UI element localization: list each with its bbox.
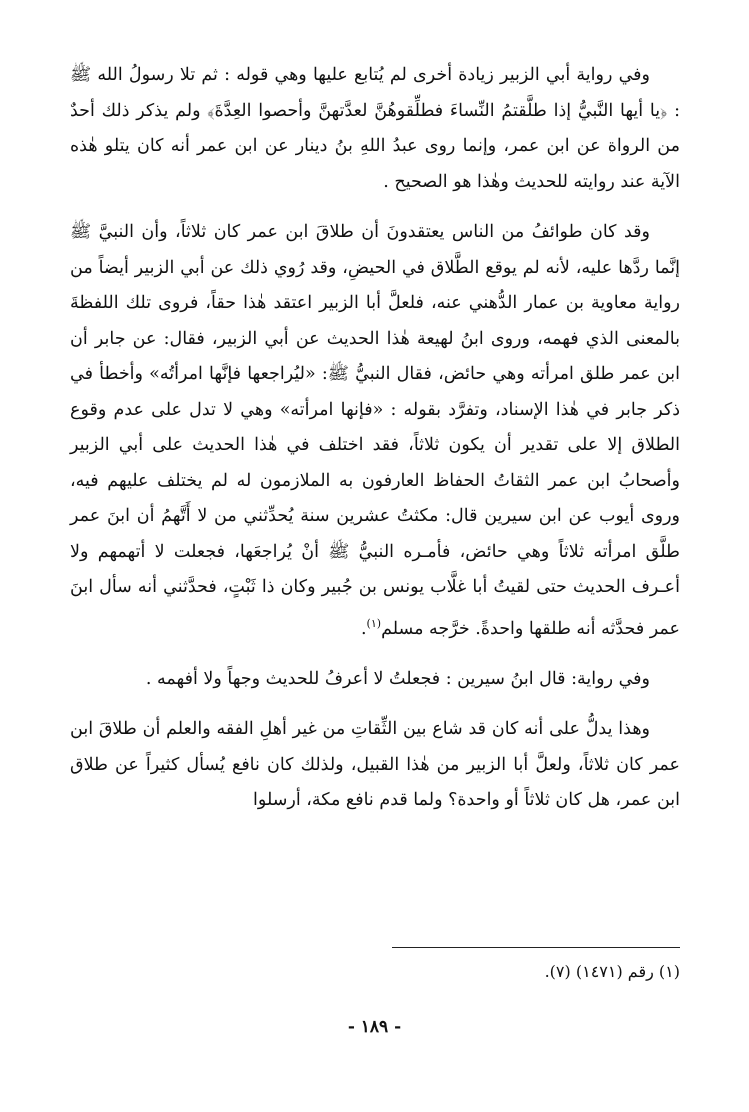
page-number: - ١٨٩ -: [347, 1017, 402, 1037]
paragraph-2-text: وقد كان طوائفُ من الناس يعتقدونَ أن طلاقَ ابن عمر كان ثلاثاً، وأن النبيَّ ﷺ إنَّما ردَّها عليه، لأنه لم يوقع الطَّلاق في الحيضِ، وقد رُوي ذلك عن أبي الزبير أيضاً من رواية معاوية بن عمار الدُّهني عنه، فلعلَّ أبا الزبير اعتقد هٰذا حقاً، فروى تلك اللفظةَ بالمعنى الذي فهمه، وروى ابنُ لهيعة هٰذا الحديث عن أبي الزبير، فقال: عن جابر أن ابن عمر طلق امرأته وهي حائض، فقال النبيُّ ﷺ: «ليُراجعها فإنَّها امرأتُه» وأخطأ في ذكر جابر في هٰذا الإسناد، وتفرَّد بقوله : «فإنها امرأته» وهي لا تدل على عدم وقوع الطلاق إلا على تقدير أن يكون ثلاثاً، فقد اختلف في هٰذا الحديث على أبي الزبير وأصحابُ ابن عمر الثقاتُ الحفاظ العارفون به الملازمون له لم يختلف عليهم فيه، وروى أيوب عن ابن سيرين قال: مكثتُ عشرين سنة يُحدِّثني من لا أَتَّهمُ أن ابنَ عمر طلَّق امرأته ثلاثاً وهي حائض، فأمـره النبيُّ ﷺ أنْ يُراجعَها، فجعلت لا أتهمهم ولا أعـرف الحديث حتى لقيتُ أبا غلَّاب يونس بن جُبير وكان ذا ثَبْتٍ، فحدَّثني أنه سأل ابنَ عمر فحدَّثه أنه طلقها واحدةً. خرَّجه مسلم: [70, 222, 680, 639]
paragraph-2-end: .: [360, 618, 367, 639]
footnote-reference: (١): [366, 616, 382, 630]
paragraph-2: [70, 215, 680, 647]
footnote-divider: [392, 947, 680, 948]
paragraph-4: وهذا يدلُّ على أنه كان قد شاع بين الثِّقاتِ من غير أهلِ الفقه والعلم أن طلاقَ ابن عمر كان ثلاثاً، ولعلَّ أبا الزبير من هٰذا القبيل، ولذلك كان نافع يُسأل كثيراً عن طلاق ابن عمر، هل كان ثلاثاً أو واحدة؟ ولما قدم نافع مكة، أرسلوا: [70, 719, 680, 811]
paragraph-3: وفي رواية: قال ابنُ سيرين : فجعلتُ لا أعرفُ للحديث وجهاً ولا أفهمه .: [145, 668, 650, 689]
paragraph-1: وفي رواية أبي الزبير زيادة أخرى لم يُتابع عليها وهي قوله : ثم تلا رسولُ الله ﷺ : ﴿يا أيها النَّبيُّ إذا طلَّقتمُ النِّساءَ فطلِّقوهُنَّ لعدَّتهنَّ وأحصوا العِدَّةَ﴾ ولم يذكر ذلك أحدٌ من الرواة عن ابن عمر، وإنما روى عبدُ اللهِ بنُ دينار عن ابن عمر أنه كان يتلو هٰذه الآية عند روايته للحديث وهٰذا هو الصحيح .: [70, 65, 680, 192]
main-text: [70, 58, 680, 819]
footnote: (١) رقم (١٤٧١) (٧).: [544, 962, 680, 981]
